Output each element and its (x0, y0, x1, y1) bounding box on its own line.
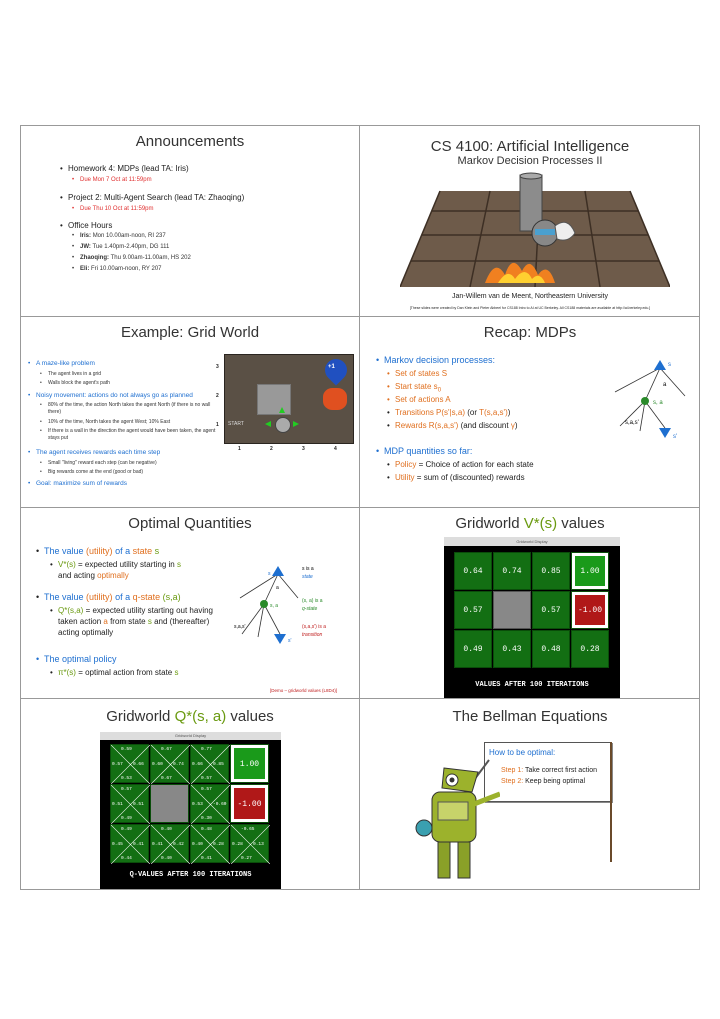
bullet-maze: • A maze-like problem (36, 360, 95, 368)
whiteboard-stand (610, 742, 612, 862)
window-title: Gridworld Display (444, 537, 620, 546)
value-cell (532, 630, 570, 668)
tree-label: a (663, 382, 667, 388)
q-text: 0.57 (201, 787, 212, 792)
bullet-optimal-policy: • The optimal policy (44, 654, 117, 665)
tree-label: s, a (653, 400, 663, 406)
q-text: 0.44 (121, 856, 132, 861)
optimal-tree-diagram (230, 562, 350, 652)
p2-due: • Due Thu 10 Oct at 11:59pm (80, 205, 154, 213)
sub-bullet: • Small "living" reward each step (can be negative) (48, 459, 157, 467)
value-text: 1.00 (580, 567, 600, 576)
q-text: -0.65 (241, 827, 255, 832)
bullet-value-state: • The value (utility) of a state s (44, 546, 159, 557)
value-text: 0.48 (541, 645, 561, 654)
terminal-cell (230, 744, 269, 783)
oh-item: • JW: Tue 1.40pm-2.40pm, DG 111 (80, 243, 169, 251)
gridworld-q-display-window (100, 732, 281, 889)
mdp-search-tree-diagram (605, 356, 695, 446)
q-text: 0.49 (121, 816, 132, 821)
quantity-item: • Policy = Choice of action for each state (395, 459, 534, 470)
sub-bullet: • 10% of the time, North takes the agent West; 10% East (48, 418, 170, 426)
slide-recap-mdps (360, 316, 700, 507)
bullet-office-hours: • Office Hours (68, 220, 112, 231)
slide-grid-world (20, 316, 360, 507)
value-text: 0.43 (502, 645, 522, 654)
q-text: 1.00 (239, 760, 260, 769)
col-label: 3 (302, 446, 305, 452)
sub-bullet: • 80% of the time, the action North takes the agent North (if there is no wall there) (48, 402, 218, 416)
slide-gridworld-q-values (20, 698, 360, 889)
q-text: 0.85 (213, 762, 224, 767)
mdp-item: • Set of states S (395, 368, 447, 379)
q-text: 0.53 (192, 802, 203, 807)
q-text: 0.41 (152, 842, 163, 847)
sub-bullet: • Walls block the agent's path (48, 379, 110, 387)
q-cell (110, 784, 149, 823)
value-text: 0.28 (580, 645, 600, 654)
value-cell (493, 630, 531, 668)
q-text: 0.13 (253, 842, 264, 847)
col-label: 2 (270, 446, 273, 452)
qvalues-caption: Q-VALUES AFTER 100 ITERATIONS (129, 871, 252, 879)
step-2: Step 2: Keep being optimal (501, 778, 586, 785)
fire-pit (323, 388, 347, 410)
tree-label: s' (673, 434, 678, 440)
q-text: 0.66 (192, 762, 203, 767)
qstate-node-icon (260, 600, 268, 608)
slide-title: Announcements (135, 133, 245, 150)
wall-cell (493, 591, 531, 629)
bullet-quantities: • MDP quantities so far: (384, 446, 472, 457)
slide-title: Optimal Quantities (128, 515, 252, 532)
slide-title: Gridworld V*(s) values (455, 515, 605, 532)
q-text: 0.51 (112, 802, 123, 807)
window-title: Gridworld Display (100, 732, 281, 740)
tree-label: a (276, 585, 279, 591)
value-text: 0.74 (502, 567, 522, 576)
value-text: 0.49 (463, 645, 483, 654)
mdp-item: • Start state $s_0$ (395, 381, 441, 397)
q-text: -0.60 (213, 802, 227, 807)
q-cell (150, 744, 189, 783)
sub-bullet: • If there is a wall in the direction the agent would have been taken, the agent stays put (48, 428, 218, 442)
q-text: 0.74 (173, 762, 184, 767)
values-caption: VALUES AFTER 100 ITERATIONS (475, 681, 589, 689)
sub-bullet: • Q*(s,a) = expected utility starting out having taken action a from state s and (thereafter) acting optimally (58, 605, 226, 638)
q-text: 0.59 (121, 747, 132, 752)
slide-title: Gridworld Q*(s, a) values (106, 708, 274, 725)
q-cell (110, 824, 149, 863)
slide-bellman-equations (360, 698, 700, 889)
value-text: 0.57 (463, 606, 483, 615)
arrow-west-icon (265, 421, 271, 427)
q-text: 0.40 (192, 842, 203, 847)
step-1: Step 1: Take correct first action (501, 767, 597, 774)
q-text: 0.48 (201, 827, 212, 832)
sub-bullet: • π*(s) = optimal action from state s (58, 667, 178, 678)
qstate-node-icon (641, 397, 649, 405)
mdp-item: • Transitions P(s'|s,a) (or T(s,a,s')) (395, 407, 510, 418)
next-state-node-icon (274, 634, 286, 644)
demo-note: [Demo – gridworld values (L8D4)] (270, 688, 338, 693)
bullet-mdp: • Markov decision processes: (384, 355, 495, 366)
slide-title: Recap: MDPs (483, 324, 577, 341)
plus-one-gem (320, 354, 351, 385)
oh-item: • Zhaoqing: Thu 9.00am-11.00am, HS 202 (80, 254, 191, 262)
row-label: 3 (216, 364, 219, 370)
quantity-item: • Utility = sum of (discounted) rewards (395, 472, 525, 483)
tree-label: s (268, 571, 271, 577)
whiteboard-heading: How to be optimal: (489, 748, 556, 757)
mdp-item: • Rewards R(s,a,s') (and discount γ) (395, 420, 518, 431)
oh-item: • Eli: Fri 10.00am-noon, RY 207 (80, 265, 162, 273)
course-title: CS 4100: Artificial Intelligence (430, 138, 630, 155)
q-text: 0.28 (232, 842, 243, 847)
tree-label: s, a (270, 603, 279, 609)
bullet-noisy: • Noisy movement: actions do not always go as planned (36, 392, 193, 400)
q-text: 0.66 (133, 762, 144, 767)
slide-optimal-quantities (20, 507, 360, 698)
robot-agent (275, 417, 291, 433)
value-cell (532, 591, 570, 629)
hw4-due: • Due Mon 7 Oct at 11:59pm (80, 176, 152, 184)
slide-title: The Bellman Equations (452, 708, 608, 725)
q-text: 0.40 (161, 856, 172, 861)
value-cell (454, 552, 492, 590)
q-text: -1.00 (237, 800, 262, 809)
sub-bullet: • V*(s) = expected utility starting in s and acting optimally (58, 559, 238, 581)
q-text: 0.27 (241, 856, 252, 861)
tree-label: s,a,s' (625, 420, 639, 426)
grid-world-board (224, 354, 354, 444)
bullet-value-qstate: • The value (utility) of a q-state (s,a) (44, 592, 181, 603)
value-cell (532, 552, 570, 590)
bullet-project2: • Project 2: Multi-Agent Search (lead TA: Zhaoqing) (68, 192, 244, 203)
col-label: 1 (238, 446, 241, 452)
tree-label: s' (288, 638, 292, 644)
value-cell (454, 630, 492, 668)
q-text: 0.67 (161, 776, 172, 781)
tree-label: s,a,s' (234, 624, 246, 630)
terminal-cell (571, 591, 609, 629)
value-text: 0.85 (541, 567, 561, 576)
tree-note: transition (302, 632, 323, 638)
q-text: 0.30 (201, 816, 212, 821)
q-cell (230, 824, 269, 863)
q-text: 0.42 (173, 842, 184, 847)
tree-note: (s, a) is a (302, 598, 323, 604)
gridworld-display-window (444, 537, 620, 698)
q-text: 0.57 (112, 762, 123, 767)
robot-teacher-illustration (404, 758, 500, 883)
q-text: 0.57 (121, 787, 132, 792)
value-cell (454, 591, 492, 629)
slide-announcements (20, 125, 360, 316)
q-text: 0.28 (213, 842, 224, 847)
author: Jan-Willem van de Meent, Northeastern University (451, 293, 608, 300)
row-label: 1 (216, 422, 219, 428)
row-label: 2 (216, 393, 219, 399)
q-cell (150, 824, 189, 863)
whiteboard (484, 742, 612, 802)
bullet-goal: • Goal: maximize sum of rewards (36, 480, 127, 488)
value-cell (571, 630, 609, 668)
q-cell (190, 824, 229, 863)
q-text: 0.53 (121, 776, 132, 781)
wall-cell (150, 784, 189, 823)
q-text: 0.57 (201, 776, 212, 781)
q-text: 0.41 (133, 842, 144, 847)
state-node-icon (654, 360, 666, 370)
tree-note: (s,a,s') is a (302, 624, 327, 630)
wall-cell (257, 384, 291, 415)
q-cell (190, 784, 229, 823)
plus-one-label: +1 (328, 364, 335, 370)
q-text: 0.60 (152, 762, 163, 767)
bullet-hw4: • Homework 4: MDPs (lead TA: Iris) (68, 163, 189, 174)
sub-bullet: • The agent lives in a grid (48, 370, 101, 378)
q-text: 0.40 (161, 827, 172, 832)
q-text: 0.67 (161, 747, 172, 752)
q-cell (190, 744, 229, 783)
q-cell (110, 744, 149, 783)
gridworld-robot-illustration (400, 171, 670, 287)
bullet-rewards: • The agent receives rewards each time step (36, 449, 160, 457)
q-text: 0.77 (201, 747, 212, 752)
terminal-cell (230, 784, 269, 823)
value-text: 0.64 (463, 567, 483, 576)
sub-bullet: • Big rewards come at the end (good or bad) (48, 468, 143, 476)
slide-title: Example: Grid World (120, 324, 260, 341)
value-text: 0.57 (541, 606, 561, 615)
next-state-node-icon (659, 428, 671, 438)
value-text: -1.00 (577, 606, 602, 615)
mdp-item: • Set of actions A (395, 394, 451, 405)
oh-item: • Iris: Mon 10.00am-noon, RI 237 (80, 232, 166, 240)
q-text: 0.49 (121, 827, 132, 832)
arrow-north-icon (279, 407, 285, 413)
arrow-east-icon (293, 421, 299, 427)
terminal-cell (571, 552, 609, 590)
value-cell (493, 552, 531, 590)
col-label: 4 (334, 446, 337, 452)
q-text: 0.51 (133, 802, 144, 807)
state-node-icon (272, 566, 284, 576)
credit: [These slides were created by Dan Klein and Pieter Abbeel for CS188 Intro to AI at UC Berkeley. All CS188 materials are available at http://ai.berkeley.edu.] (409, 306, 651, 310)
q-text: 0.41 (201, 856, 212, 861)
tree-label: s (668, 362, 671, 368)
lecture-subtitle: Markov Decision Processes II (457, 155, 603, 167)
slide-title-page (360, 125, 700, 316)
tree-note: q-state (302, 606, 318, 612)
start-label: START (228, 421, 244, 427)
tree-note: state (302, 574, 313, 580)
q-text: 0.45 (112, 842, 123, 847)
slide-gridworld-v-values (360, 507, 700, 698)
tree-note: s is a (302, 566, 314, 572)
